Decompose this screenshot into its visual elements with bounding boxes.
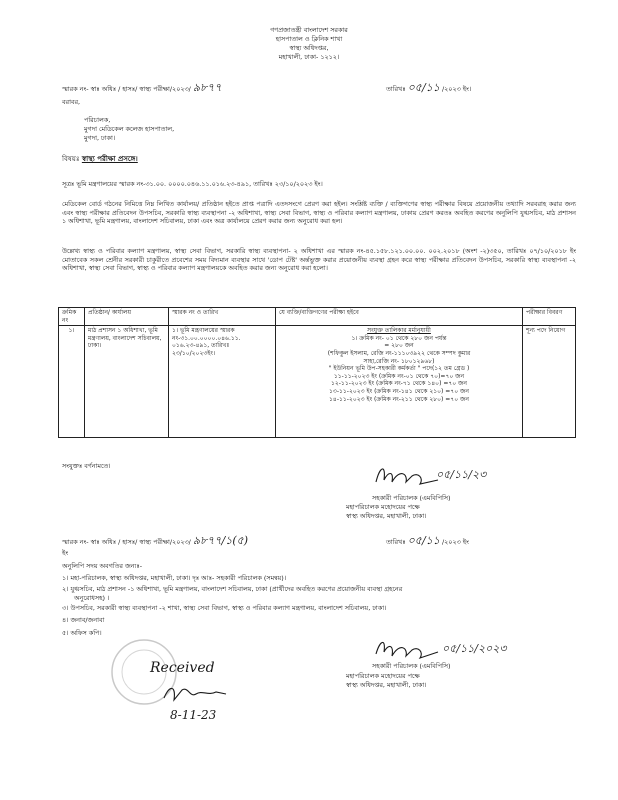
persons-line: ১৩-১১-২০২৩ ইং (ক্রমিক নং-১৪১ থেকে ২১০) =৭০ জন [329, 387, 469, 395]
recipient-line-1: পরিচালক, [84, 116, 111, 124]
signature-2-title: সহকারী পরিচালক (এমবিপিসি) [372, 662, 451, 670]
memo2-date-year: /২০২৩ ইং [441, 538, 469, 546]
memo-date-year: /২০২৩ ইং। [441, 85, 472, 93]
cell-persons [276, 326, 523, 438]
recipient-line-3: মুগদা, ঢাকা। [84, 134, 116, 142]
memo2-date [386, 534, 469, 547]
persons-line: = ২৮০ জন [384, 342, 414, 350]
received-signature-mark [160, 680, 230, 708]
cell-memo: ১। ভূমি মন্ত্রণালয়ের স্মারক নং-৩১.০০.০০০০.০৪৬.১১. ০১৬.২৩-৪৯১, তারিখঃ ২৩/১০/২০২৩ইং। [169, 326, 276, 438]
header-line-4: মহাখালী, ঢাকা- ১২১২। [278, 53, 340, 61]
copy-item: ৫। অফিস কপি। [62, 629, 102, 637]
copy-item: ৪। জনাব/জনাবা [62, 616, 105, 624]
header-line-1: গণপ্রজাতন্ত্রী বাংলাদেশ সরকার [270, 26, 348, 34]
paragraph-1: মেডিকেল বোর্ড গঠনের নিমিত্তে নিম্ন লিখিত কার্যালয়/ প্রতিষ্ঠান হইতে প্রাপ্ত পত্রাদি এতদসংগে প্রেরণ করা হইল। সংশ্লিষ্ট ব্যক্তি / ব্যক্তিগণের স্বাস্থ্য পরীক্ষার বিষয়ে প্রয়োজনীয় তথ্যাদি সরবরাহ করার জন্য এবং স্বাস্থ্য পরীক্ষার প্রতিবেদন উপসচিব, সরকারি স্বাস্থ্য ব্যবস্থাপনা -২ অধিশাখা, স্বাস্থ্য সেবা বিভাগ, স্বাস্থ্য ও পরিবার কল্যাণ মন্ত্রণালয়, ঢাকায় প্রেরণ করতঃ অবহিত করণের অনুলিপি যুগ্মসচিব, মাঠ প্রশাসন ১ অধিশাখা, ভূমি মন্ত্রণালয়, বাংলাদেশ সচিবালয়, ঢাকা এবং অত্র কার্যালয়ে প্রেরণ করার জন্য অনুরোধ করা হল। [62, 200, 576, 226]
col-office: প্রতিষ্ঠান/ কার্যালয় [85, 308, 169, 326]
enclosure: সংযুক্তঃ বর্ণনামতে। [62, 462, 111, 470]
persons-line: ১। ক্রমিক নং- ০১ থেকে ২৮০ জন পর্যন্ত [351, 334, 447, 342]
persons-line: (শফিকুল ইসলাম, রেজি নং-১১১০৩৯২২ থেকে সম্পদ কুমার [327, 349, 471, 357]
memo2-number: ৯৮৭৭/১(৫) [192, 534, 249, 547]
memo2-date-label: তারিখঃ [386, 538, 406, 546]
memo-date-hand: ০৫/১১ [407, 81, 440, 94]
subject-label: বিষয়ঃ [62, 155, 80, 163]
cell-office: মাঠ প্রশাসন ১ অধিশাখা, ভূমি মন্ত্রণালয়, বাংলাদেশ সচিবালয়, ঢাকা। [85, 326, 169, 438]
copy-heading: অনুলিপি সদয় অবগতির জন্যঃ- [62, 562, 143, 570]
signature-2-mark [372, 634, 442, 662]
copy-item: ২। যুগ্মসচিব, মাঠ প্রশাসন -১ অধিশাখা, ভূমি মন্ত্রণালয়, বাংলাদেশ সচিবালয়, ঢাকা (প্রার্থীদের অবহিত করণের প্রয়োজনীয় ব্যবস্থা গ্রহনের [62, 585, 403, 593]
memo-ref [62, 81, 222, 94]
col-persons: যে ব্যক্তি/ব্যক্তিগণের পরীক্ষা হইবে [276, 308, 523, 326]
received-note: Received [150, 660, 215, 676]
signature-1-for: মহাপরিচালক মহোদয়ের পক্ষে [346, 503, 420, 511]
persons-line: " ইউনিয়ন ভূমি উপ-সহকারী কর্মকর্তা " পদে(১২ তম গ্রেড ) [328, 365, 470, 373]
copy-item: ১। মহা-পরিচালক, স্বাস্থ্য অধিদপ্তর, মহাখালী, ঢাকা। দৃঃ আঃ- সহকারী পরিচালক (সমন্বয়)। [62, 574, 287, 582]
signature-1-mark [372, 460, 442, 490]
paragraph-2: উল্লেখ্য স্বাস্থ্য ও পরিবার কল্যাণ মন্ত্রণালয়, স্বাস্থ্য সেবা বিভাগ, সরকারি স্বাস্থ্য ব্যবস্থাপনা- ২ অধিশাখা এর স্মারক নং-৪৫.১৫৮.১২১.০০.০০. ০০২.২০১৮ (অংশ -২)৩৫০, তারিখঃ ০৭/১০/২০১৮ ইং মোতাবেক সকল শ্রেনীর সরকারী চাকুরীতে প্রবেশের সময় বিদ্যমান ব্যবস্থার সাথে 'ডোপ টেষ্ট' অর্ন্তভুক্ত করার প্রয়োজনীয় ব্যবস্থা গ্রহন করে স্বাস্থ্য পরীক্ষার প্রতিবেদন উপসচিব, সরকারি স্বাস্থ্য ব্যবস্থাপনা -২ অধিশাখা, স্বাস্থ্য সেবা বিভাগ, স্বাস্থ্য ও পরিবার কল্যাণ মন্ত্রণালয়কে অবহিত করার জন্য অনুরোধ করা হলো। [62, 247, 576, 273]
subject-text: স্বাস্থ্য পরীক্ষা প্রসঙ্গে। [81, 155, 138, 163]
persons-line: সাহা,রেজি নং- ১৮০১২৯৬৮) [363, 357, 435, 365]
subject [62, 155, 138, 163]
signature-1-date: ০৫/১১/২৩ [436, 468, 487, 481]
recipient-line-2: মুগদা মেডিকেল কলেজ হাসপাতাল, [84, 125, 175, 133]
memo-date [386, 81, 472, 94]
memo2-date-hand: ০৫/১১ [407, 534, 440, 547]
received-date: 8-11-23 [170, 708, 217, 722]
persons-line: ১৪-১১-২০২৩ ইং (ক্রমিক নং-২১১ থেকে ২৮০) =৭০ জন [329, 395, 469, 403]
table-header-row [59, 308, 576, 326]
signature-2-for: মহাপরিচালক মহোদয়ের পক্ষে [346, 672, 420, 680]
signature-2-office: স্বাস্থ্য অধিদপ্তর, মহাখালী, ঢাকা। [346, 681, 427, 689]
memo-date-label: তারিখঃ [386, 85, 406, 93]
signature-2-date: ০৫/১১/২০২৩ [442, 642, 507, 655]
cell-serial: ১। [59, 326, 85, 438]
copy-item: ৩। উপসচিব, সরকারী স্বাস্থ্য ব্যবস্থাপনা -২ শাখা, স্বাস্থ্য সেবা বিভাগ, স্বাস্থ্য ও পরিবার কল্যাণ মন্ত্রণালয়, বাংলাদেশ সচিবালয়, ঢাকা। [62, 604, 387, 612]
header-line-2: হাসপাতাল ও ক্লিনিক শাখা [275, 35, 343, 43]
header-line-3: স্বাস্থ্য অধিদপ্তর, [289, 44, 329, 52]
signature-1-office: স্বাস্থ্য অধিদপ্তর, মহাখালী, ঢাকা। [346, 512, 427, 520]
memo-number: ৯৮৭৭ [192, 81, 222, 94]
memo2-ing: ইং [62, 549, 69, 557]
col-details: পরীক্ষার বিবরণ [523, 308, 576, 326]
memo2-ref [62, 534, 249, 547]
col-memo: স্মারক নং ও তারিখ [169, 308, 276, 326]
source-reference: সূত্রঃ ভূমি মন্ত্রণালয়ের স্মারক নং-৩১.০০. ০০০০.০৪৬.১১.০১৬.২৩-৪৯১, তারিখঃ ২৩/১০/২০২৩ ইং। [62, 180, 323, 188]
persons-line: সংযুক্ত তালিকার মর্মানুযায়ী [367, 327, 431, 335]
signature-1-title: সহকারী পরিচালক (এমবিপিসি) [372, 494, 451, 502]
memo2-ref-text: স্মারক নং- স্বাঃ অধিঃ / হাসঃ/ স্বাস্থ্য পরীক্ষা/২০২৩/ [62, 538, 191, 546]
table-row [59, 326, 576, 438]
copy-item-continued: অনুরোধসহ) । [74, 594, 110, 602]
persons-line: ১১-১১-২০২৩ ইং (ক্রমিক নং-০১ থেকে ৭০)=৭০ জন [333, 372, 465, 380]
cell-details: শূন্য পদে নিয়োগ [523, 326, 576, 438]
memo-ref-text: স্মারক নং- স্বাঃ অধিঃ / হাসঃ/ স্বাস্থ্য পরীক্ষা/২০২৩/ [62, 85, 191, 93]
exam-table [58, 307, 576, 438]
col-serial: ক্রমিক নং [59, 308, 85, 326]
persons-line: ১২-১১-২০২৩ ইং (ক্রমিক নং-৭১ থেকে ১৪০) =৭০ জন [330, 380, 468, 388]
recipient-to: বরাবর, [62, 98, 81, 106]
